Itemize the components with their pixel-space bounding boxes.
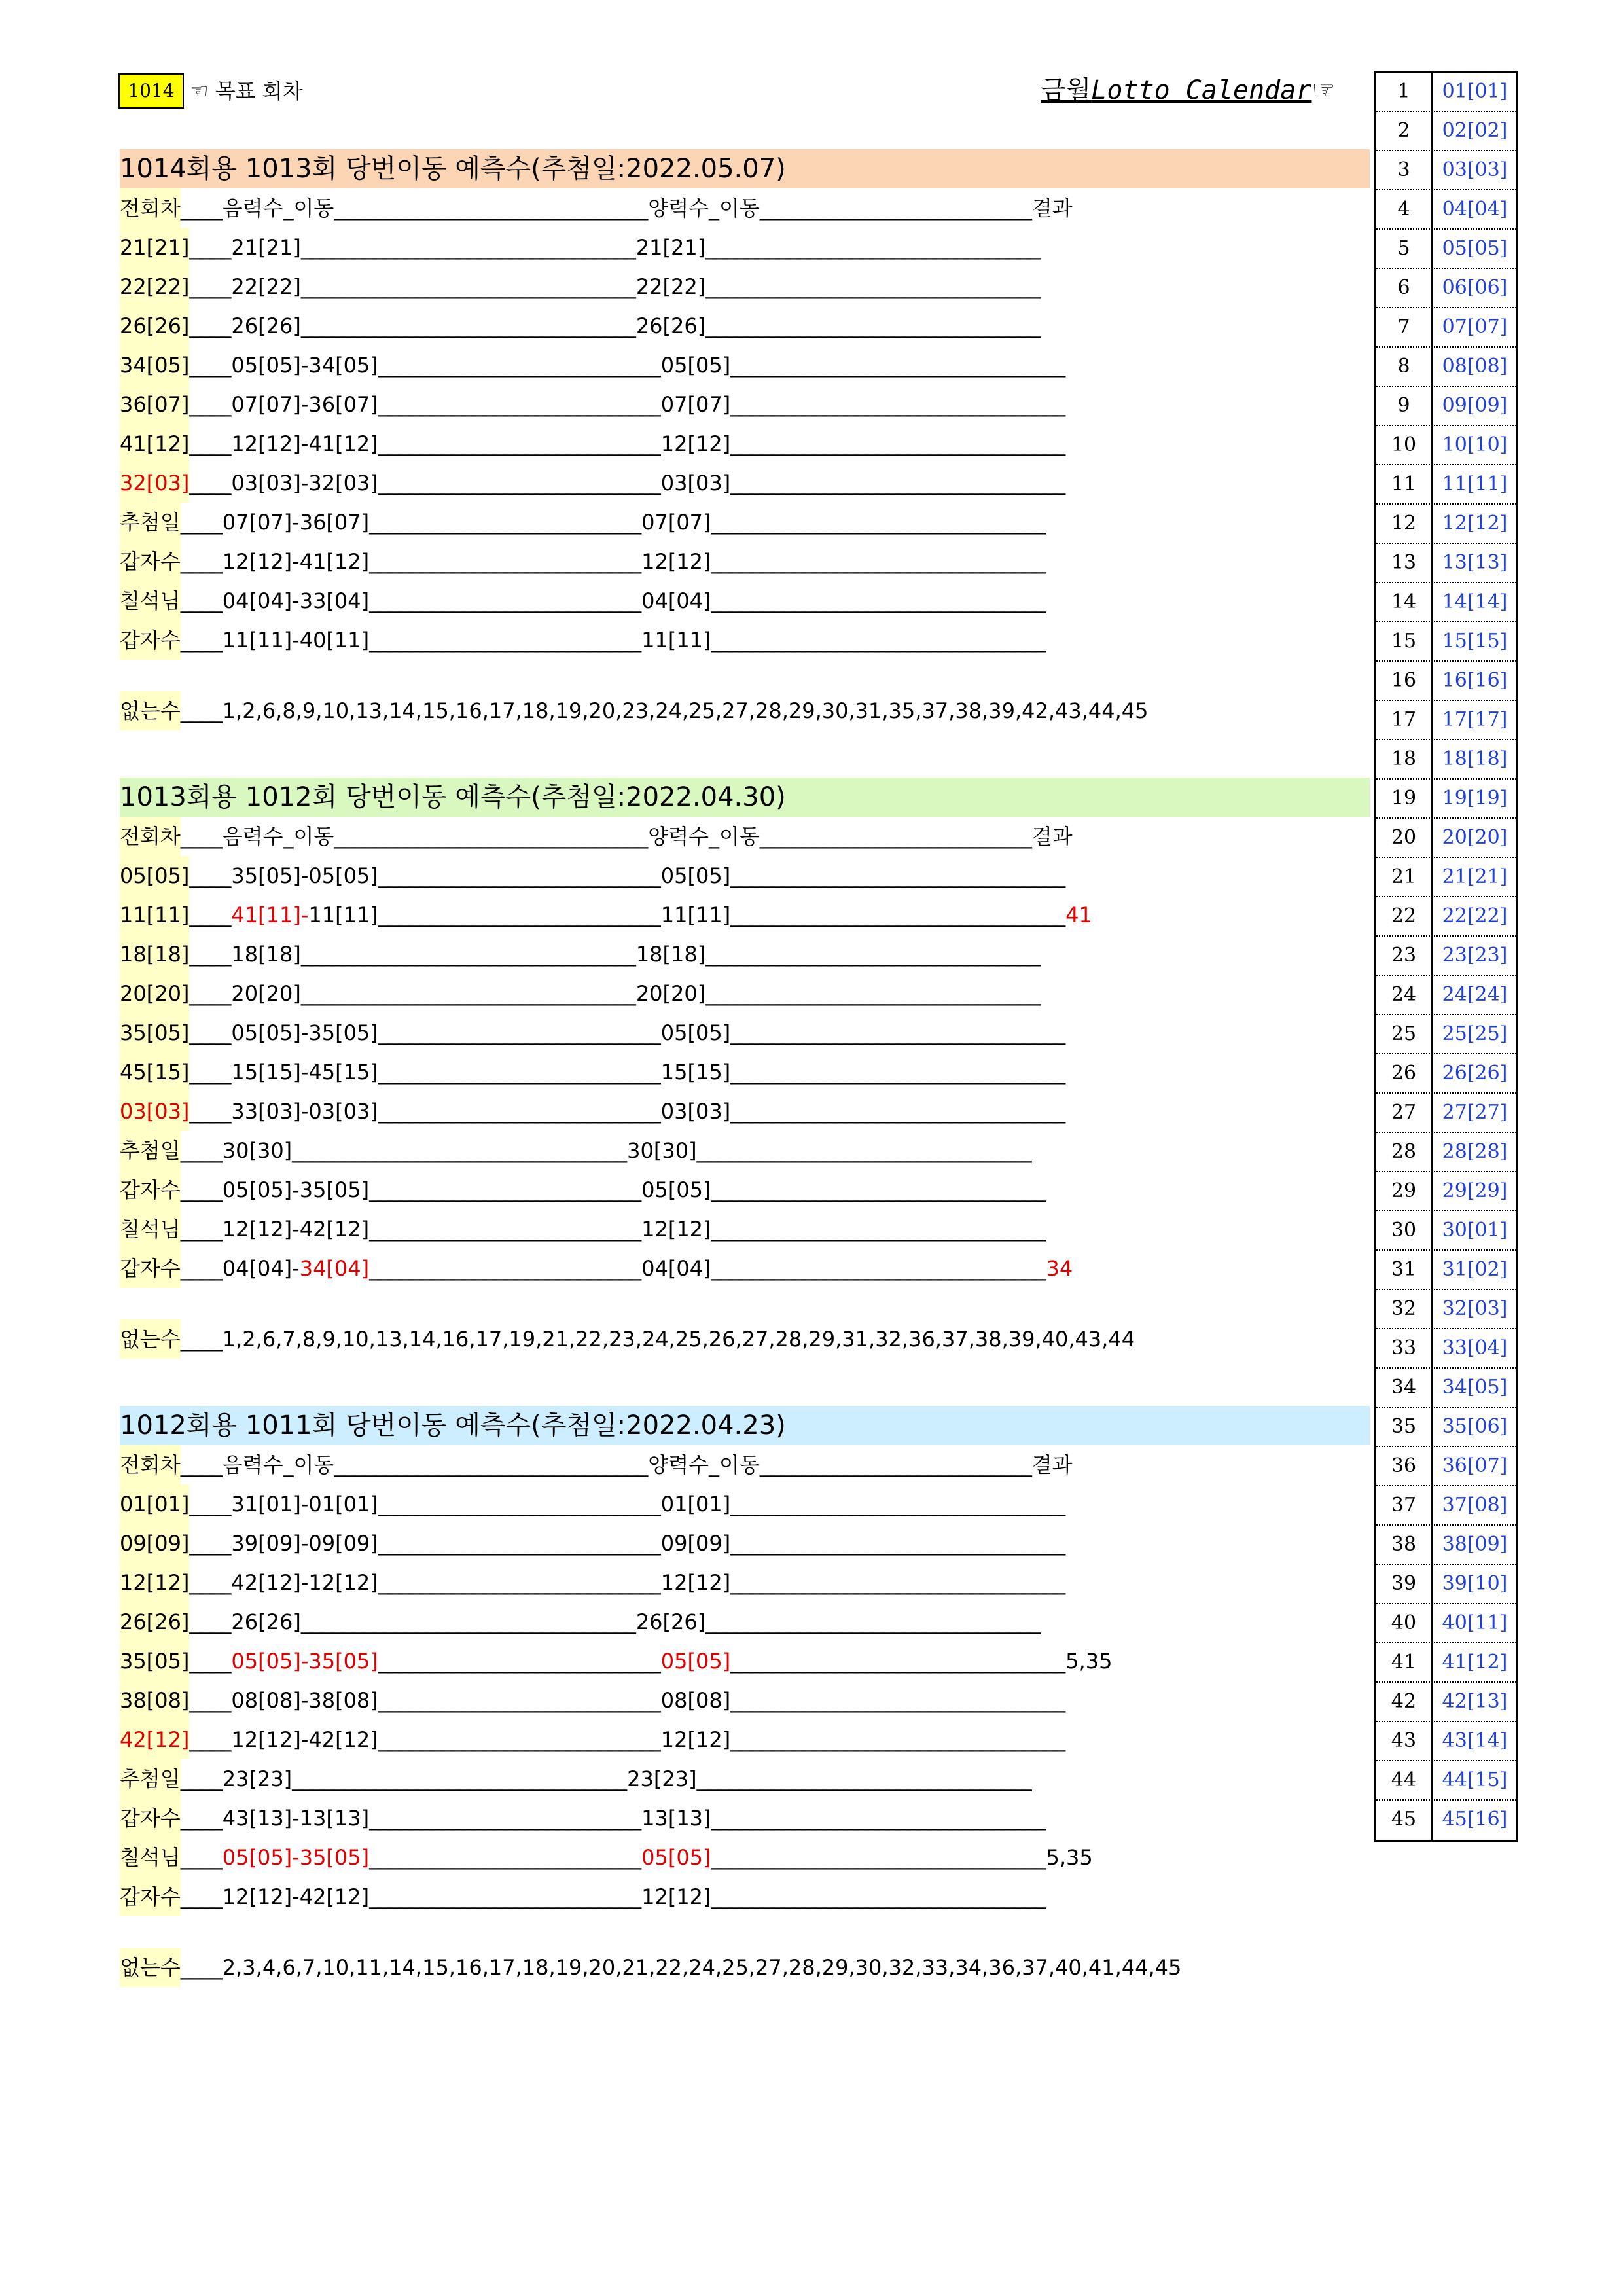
calendar-row	[1376, 858, 1516, 897]
row-text: ____03[03]-32[03]___________________________03[03]________________________________	[189, 471, 1066, 495]
calendar-number: 22	[1376, 897, 1433, 935]
prediction-row	[120, 620, 1046, 660]
row-text-highlight: 05[05]	[641, 1845, 711, 1870]
calendar-value: 27[27]	[1442, 1101, 1508, 1124]
calendar-value: 12[12]	[1442, 512, 1508, 535]
row-text: __________________________04[04]________________________________	[369, 1256, 1046, 1281]
row-text: ____15[15]-45[15]___________________________15[15]________________________________	[189, 1060, 1066, 1085]
row-label: 12[12]	[120, 1563, 189, 1602]
calendar-value: 15[15]	[1442, 630, 1508, 653]
row-label: 32[03]	[120, 463, 189, 503]
row-text: ____	[189, 903, 232, 927]
calendar-row	[1376, 1211, 1516, 1251]
calendar-number: 3	[1376, 151, 1433, 189]
page-title	[1041, 71, 1335, 110]
calendar-value: 08[08]	[1442, 355, 1508, 378]
calendar-number: 41	[1376, 1643, 1433, 1681]
calendar-value: 35[06]	[1442, 1415, 1508, 1438]
row-text: ____12[12]-42[12]__________________________12[12]________________________________	[180, 1884, 1046, 1909]
calendar-number: 40	[1376, 1604, 1433, 1642]
calendar-number: 35	[1376, 1408, 1433, 1446]
calendar-row	[1376, 387, 1516, 426]
calendar-value: 21[21]	[1442, 865, 1508, 888]
row-label: 추첨일	[120, 1131, 181, 1170]
prediction-row	[120, 1877, 1046, 1916]
row-label: 갑자수	[120, 1799, 181, 1838]
calendar-row	[1376, 269, 1516, 308]
prediction-row	[120, 346, 1065, 385]
row-text-highlight: 05[05]	[660, 1649, 731, 1674]
calendar-value: 13[13]	[1442, 551, 1508, 574]
missing-numbers: ____1,2,6,8,9,10,13,14,15,16,17,18,19,20,23,24,25,27,28,29,30,31,35,37,38,39,42,43,44,45	[180, 698, 1149, 723]
prediction-row	[120, 1013, 1065, 1052]
row-label: 추첨일	[120, 503, 181, 542]
missing-numbers-row	[120, 1319, 1135, 1359]
row-label: 03[03]	[120, 1092, 189, 1131]
calendar-row	[1376, 662, 1516, 701]
calendar-row	[1376, 1526, 1516, 1565]
calendar-number: 38	[1376, 1526, 1433, 1564]
calendar-row	[1376, 1761, 1516, 1801]
calendar-number: 29	[1376, 1172, 1433, 1210]
section-header	[120, 1406, 1370, 1445]
row-label: 36[07]	[120, 385, 189, 424]
section-title: 회용 1012회 당번이동 예측수(추첨일:2022.04.30)	[186, 782, 786, 812]
prediction-row	[120, 1799, 1046, 1838]
missing-label: 없는수	[120, 691, 181, 730]
calendar-number: 16	[1376, 662, 1433, 700]
calendar-value: 14[14]	[1442, 590, 1508, 613]
prediction-row	[120, 581, 1046, 620]
calendar-value: 36[07]	[1442, 1454, 1508, 1477]
row-text: ____07[07]-36[07]__________________________07[07]________________________________	[180, 510, 1046, 535]
calendar-row	[1376, 1604, 1516, 1643]
calendar-value: 02[02]	[1442, 119, 1508, 142]
row-text: ____21[21]________________________________21[21]________________________________	[189, 235, 1041, 260]
prediction-row	[120, 974, 1041, 1013]
calendar-value: 23[23]	[1442, 944, 1508, 967]
row-text: ____음력수_이동______________________________양력수_이동__________________________결과	[180, 1452, 1073, 1477]
calendar-number: 44	[1376, 1761, 1433, 1799]
row-text: ____04[04]-	[180, 1256, 300, 1281]
calendar-number: 10	[1376, 426, 1433, 464]
row-text: ____05[05]-34[05]___________________________05[05]________________________________	[189, 353, 1066, 378]
prediction-row	[120, 935, 1041, 974]
row-text: ____11[11]-40[11]__________________________11[11]________________________________	[180, 628, 1046, 653]
calendar-row	[1376, 701, 1516, 740]
title-prefix: 금월	[1041, 75, 1092, 105]
calendar-row	[1376, 73, 1516, 112]
calendar-number: 18	[1376, 740, 1433, 778]
row-text: ____08[08]-38[08]___________________________08[08]________________________________	[189, 1688, 1066, 1713]
calendar-number: 4	[1376, 190, 1433, 228]
section-round: 1012	[120, 1410, 187, 1441]
calendar-value: 43[14]	[1442, 1729, 1508, 1752]
calendar-value: 38[09]	[1442, 1533, 1508, 1556]
calendar-row	[1376, 190, 1516, 230]
calendar-row	[1376, 740, 1516, 780]
calendar-row	[1376, 1329, 1516, 1369]
calendar-value: 39[10]	[1442, 1572, 1508, 1595]
row-label: 18[18]	[120, 935, 189, 974]
lotto-calendar	[1374, 71, 1518, 1842]
section-round: 1014	[120, 154, 187, 184]
row-label: 34[05]	[120, 346, 189, 385]
calendar-number: 12	[1376, 505, 1433, 543]
calendar-value: 09[09]	[1442, 394, 1508, 417]
prediction-row	[120, 817, 1073, 856]
calendar-number: 39	[1376, 1565, 1433, 1603]
pointing-hand-icon: ☞	[1311, 75, 1336, 105]
calendar-row	[1376, 622, 1516, 662]
prediction-row	[120, 1445, 1073, 1484]
row-label: 칠석님	[120, 1838, 181, 1877]
prediction-row	[120, 424, 1065, 463]
row-label: 11[11]	[120, 895, 189, 935]
row-text: ____05[05]-35[05]___________________________05[05]________________________________	[189, 1020, 1066, 1045]
calendar-number: 7	[1376, 308, 1433, 346]
row-text: ____12[12]-42[12]___________________________12[12]________________________________	[189, 1727, 1066, 1752]
section-title: 회용 1011회 당번이동 예측수(추첨일:2022.04.23)	[186, 1410, 786, 1441]
calendar-number: 45	[1376, 1801, 1433, 1840]
calendar-number: 13	[1376, 544, 1433, 582]
row-text: ____22[22]________________________________22[22]________________________________	[189, 274, 1041, 299]
prediction-row	[120, 1681, 1065, 1720]
missing-numbers: ____1,2,6,7,8,9,10,13,14,16,17,19,21,22,23,24,25,26,27,28,29,31,32,36,37,38,39,40,43,44	[180, 1327, 1135, 1352]
row-label: 전회차	[120, 1445, 181, 1484]
prediction-row	[120, 385, 1065, 424]
prediction-row	[120, 1052, 1065, 1092]
calendar-value: 44[15]	[1442, 1768, 1508, 1791]
calendar-value: 19[19]	[1442, 787, 1508, 810]
calendar-number: 6	[1376, 269, 1433, 307]
calendar-value: 29[29]	[1442, 1179, 1508, 1202]
row-text: ____	[180, 1845, 223, 1870]
calendar-number: 5	[1376, 230, 1433, 268]
calendar-row	[1376, 1486, 1516, 1526]
row-text: ____42[12]-12[12]___________________________12[12]________________________________	[189, 1570, 1066, 1595]
row-label: 전회차	[120, 188, 181, 228]
row-text: ____04[04]-33[04]__________________________04[04]________________________________	[180, 588, 1046, 613]
missing-label: 없는수	[120, 1319, 181, 1359]
calendar-number: 36	[1376, 1447, 1433, 1485]
calendar-value: 03[03]	[1442, 158, 1508, 181]
row-label: 41[12]	[120, 424, 189, 463]
row-text: ____26[26]________________________________26[26]________________________________	[189, 314, 1041, 338]
row-label: 35[05]	[120, 1013, 189, 1052]
row-label: 35[05]	[120, 1641, 189, 1681]
calendar-number: 21	[1376, 858, 1433, 896]
calendar-number: 8	[1376, 348, 1433, 386]
calendar-value: 16[16]	[1442, 669, 1508, 692]
calendar-row	[1376, 819, 1516, 858]
prediction-row	[120, 228, 1041, 267]
calendar-row	[1376, 1722, 1516, 1761]
calendar-row	[1376, 1094, 1516, 1133]
row-label: 칠석님	[120, 1210, 181, 1249]
calendar-number: 26	[1376, 1054, 1433, 1092]
prediction-row	[120, 542, 1046, 581]
section-title: 회용 1013회 당번이동 예측수(추첨일:2022.05.07)	[186, 154, 786, 184]
row-text: ____39[09]-09[09]___________________________09[09]________________________________	[189, 1531, 1066, 1556]
row-text: ____33[03]-03[03]___________________________03[03]________________________________	[189, 1099, 1066, 1124]
row-label: 26[26]	[120, 1602, 189, 1641]
calendar-value: 32[03]	[1442, 1297, 1508, 1320]
calendar-number: 30	[1376, 1211, 1433, 1249]
calendar-row	[1376, 1801, 1516, 1840]
calendar-value: 20[20]	[1442, 826, 1508, 849]
calendar-value: 33[04]	[1442, 1336, 1508, 1359]
row-text-highlight: 41[11]-	[231, 903, 309, 927]
calendar-number: 15	[1376, 622, 1433, 660]
calendar-row	[1376, 465, 1516, 505]
calendar-number: 27	[1376, 1094, 1433, 1132]
row-text: ____20[20]________________________________20[20]________________________________	[189, 981, 1041, 1006]
calendar-row	[1376, 937, 1516, 976]
calendar-value: 45[16]	[1442, 1808, 1508, 1831]
calendar-value: 22[22]	[1442, 905, 1508, 927]
row-text: ____12[12]-42[12]__________________________12[12]________________________________	[180, 1217, 1046, 1242]
row-text-highlight: 05[05]-35[05]	[231, 1649, 378, 1674]
calendar-row	[1376, 1447, 1516, 1486]
calendar-row	[1376, 1565, 1516, 1604]
row-text: ____35[05]-05[05]___________________________05[05]________________________________	[189, 863, 1066, 888]
title-main: Lotto Calendar	[1091, 75, 1312, 105]
calendar-number: 11	[1376, 465, 1433, 503]
calendar-row	[1376, 1133, 1516, 1172]
calendar-number: 2	[1376, 112, 1433, 150]
prediction-row	[120, 188, 1073, 228]
calendar-number: 34	[1376, 1369, 1433, 1407]
row-text: ____18[18]________________________________18[18]________________________________	[189, 942, 1041, 967]
row-text: 11[11]___________________________11[11]________________________________	[308, 903, 1066, 927]
calendar-number: 9	[1376, 387, 1433, 425]
calendar-number: 32	[1376, 1290, 1433, 1328]
prediction-row	[120, 1563, 1065, 1602]
row-label: 갑자수	[120, 542, 181, 581]
calendar-row	[1376, 1290, 1516, 1329]
row-text: ____12[12]-41[12]__________________________12[12]________________________________	[180, 549, 1046, 574]
row-label: 갑자수	[120, 1877, 181, 1916]
row-text: ____26[26]________________________________26[26]________________________________	[189, 1609, 1041, 1634]
calendar-row	[1376, 897, 1516, 937]
row-label: 38[08]	[120, 1681, 189, 1720]
prediction-row	[120, 1602, 1041, 1641]
calendar-value: 31[02]	[1442, 1258, 1508, 1281]
row-text: __________________________	[369, 1845, 642, 1870]
row-text: ____음력수_이동______________________________양력수_이동__________________________결과	[180, 824, 1073, 849]
prediction-row	[120, 306, 1041, 346]
row-label: 추첨일	[120, 1759, 181, 1799]
missing-numbers-row	[120, 691, 1149, 730]
prediction-row	[120, 1131, 1032, 1170]
calendar-number: 31	[1376, 1251, 1433, 1289]
row-text: ____43[13]-13[13]__________________________13[13]________________________________	[180, 1806, 1046, 1831]
row-label: 20[20]	[120, 974, 189, 1013]
calendar-number: 33	[1376, 1329, 1433, 1367]
section-header	[120, 778, 1370, 817]
calendar-row	[1376, 308, 1516, 348]
row-text: ____음력수_이동______________________________양력수_이동__________________________결과	[180, 196, 1073, 221]
target-round-label: ☜ 목표 회차	[190, 79, 303, 103]
row-text: ____30[30]________________________________30[30]________________________________	[180, 1138, 1032, 1163]
calendar-value: 10[10]	[1442, 433, 1508, 456]
calendar-row	[1376, 348, 1516, 387]
calendar-number: 23	[1376, 937, 1433, 975]
calendar-value: 34[05]	[1442, 1376, 1508, 1399]
calendar-row	[1376, 230, 1516, 269]
calendar-number: 1	[1376, 73, 1433, 111]
calendar-row	[1376, 544, 1516, 583]
prediction-row	[120, 1720, 1065, 1759]
calendar-number: 17	[1376, 701, 1433, 739]
section-header	[120, 149, 1370, 188]
calendar-value: 37[08]	[1442, 1494, 1508, 1516]
prediction-row	[120, 856, 1065, 895]
target-round-box[interactable]: 1014	[118, 73, 184, 109]
calendar-value: 25[25]	[1442, 1022, 1508, 1045]
row-label: 22[22]	[120, 267, 189, 306]
row-text-highlight: 34[04]	[299, 1256, 370, 1281]
row-text: ________________________________5,35	[730, 1649, 1113, 1674]
row-text: ____05[05]-35[05]__________________________05[05]________________________________	[180, 1177, 1046, 1202]
prediction-row	[120, 1170, 1046, 1210]
calendar-number: 24	[1376, 976, 1433, 1014]
calendar-row	[1376, 1683, 1516, 1722]
prediction-row	[120, 503, 1046, 542]
calendar-row	[1376, 583, 1516, 622]
calendar-number: 37	[1376, 1486, 1433, 1524]
calendar-value: 40[11]	[1442, 1611, 1508, 1634]
prediction-row	[120, 1641, 1112, 1681]
row-label: 갑자수	[120, 620, 181, 660]
calendar-number: 28	[1376, 1133, 1433, 1171]
row-text-highlight: 34	[1046, 1256, 1073, 1281]
prediction-row	[120, 1759, 1032, 1799]
prediction-row	[120, 1092, 1065, 1131]
prediction-row	[120, 1838, 1093, 1877]
calendar-number: 25	[1376, 1015, 1433, 1053]
prediction-row	[120, 1249, 1073, 1288]
calendar-value: 30[01]	[1442, 1219, 1508, 1242]
prediction-row	[120, 267, 1041, 306]
row-text: ____12[12]-41[12]___________________________12[12]________________________________	[189, 431, 1066, 456]
missing-numbers: ____2,3,4,6,7,10,11,14,15,16,17,18,19,20,21,22,24,25,27,28,29,30,32,33,34,36,37,40,41,44,45	[180, 1955, 1182, 1980]
calendar-value: 41[12]	[1442, 1651, 1508, 1674]
calendar-value: 05[05]	[1442, 237, 1508, 260]
calendar-value: 01[01]	[1442, 80, 1508, 103]
calendar-number: 20	[1376, 819, 1433, 857]
calendar-value: 06[06]	[1442, 276, 1508, 299]
calendar-value: 24[24]	[1442, 983, 1508, 1006]
calendar-number: 42	[1376, 1683, 1433, 1721]
section-round: 1013	[120, 782, 187, 812]
row-label: 26[26]	[120, 306, 189, 346]
row-text: ___________________________	[378, 1649, 661, 1674]
row-text: ____	[189, 1649, 232, 1674]
calendar-value: 04[04]	[1442, 198, 1508, 221]
row-text: ____07[07]-36[07]___________________________07[07]________________________________	[189, 392, 1066, 417]
calendar-value: 17[17]	[1442, 708, 1508, 731]
calendar-value: 18[18]	[1442, 747, 1508, 770]
calendar-row	[1376, 976, 1516, 1015]
calendar-number: 19	[1376, 780, 1433, 817]
calendar-value: 11[11]	[1442, 473, 1508, 495]
row-label: 칠석님	[120, 581, 181, 620]
calendar-row	[1376, 1408, 1516, 1447]
row-label: 갑자수	[120, 1170, 181, 1210]
prediction-row	[120, 1484, 1065, 1524]
calendar-row	[1376, 1251, 1516, 1290]
row-text-highlight: 05[05]-35[05]	[222, 1845, 370, 1870]
calendar-value: 26[26]	[1442, 1062, 1508, 1085]
calendar-row	[1376, 1015, 1516, 1054]
prediction-row	[120, 1210, 1046, 1249]
row-label: 01[01]	[120, 1484, 189, 1524]
row-text: ____23[23]________________________________23[23]________________________________	[180, 1767, 1032, 1791]
calendar-value: 42[13]	[1442, 1690, 1508, 1713]
calendar-row	[1376, 112, 1516, 151]
row-label: 45[15]	[120, 1052, 189, 1092]
prediction-row	[120, 1524, 1065, 1563]
missing-numbers-row	[120, 1948, 1181, 1987]
calendar-value: 07[07]	[1442, 315, 1508, 338]
calendar-row	[1376, 426, 1516, 465]
row-text: ________________________________5,35	[711, 1845, 1093, 1870]
row-label: 갑자수	[120, 1249, 181, 1288]
row-label: 42[12]	[120, 1720, 189, 1759]
row-label: 21[21]	[120, 228, 189, 267]
calendar-row	[1376, 780, 1516, 819]
calendar-row	[1376, 505, 1516, 544]
calendar-row	[1376, 151, 1516, 190]
calendar-row	[1376, 1054, 1516, 1094]
prediction-row	[120, 463, 1065, 503]
row-label: 05[05]	[120, 856, 189, 895]
calendar-row	[1376, 1172, 1516, 1211]
prediction-row	[120, 895, 1092, 935]
calendar-number: 14	[1376, 583, 1433, 621]
calendar-value: 28[28]	[1442, 1140, 1508, 1163]
row-label: 09[09]	[120, 1524, 189, 1563]
row-label: 전회차	[120, 817, 181, 856]
calendar-number: 43	[1376, 1722, 1433, 1760]
calendar-row	[1376, 1369, 1516, 1408]
row-text: ____31[01]-01[01]___________________________01[01]________________________________	[189, 1492, 1066, 1516]
calendar-row	[1376, 1643, 1516, 1683]
row-text-highlight: 41	[1065, 903, 1092, 927]
missing-label: 없는수	[120, 1948, 181, 1987]
